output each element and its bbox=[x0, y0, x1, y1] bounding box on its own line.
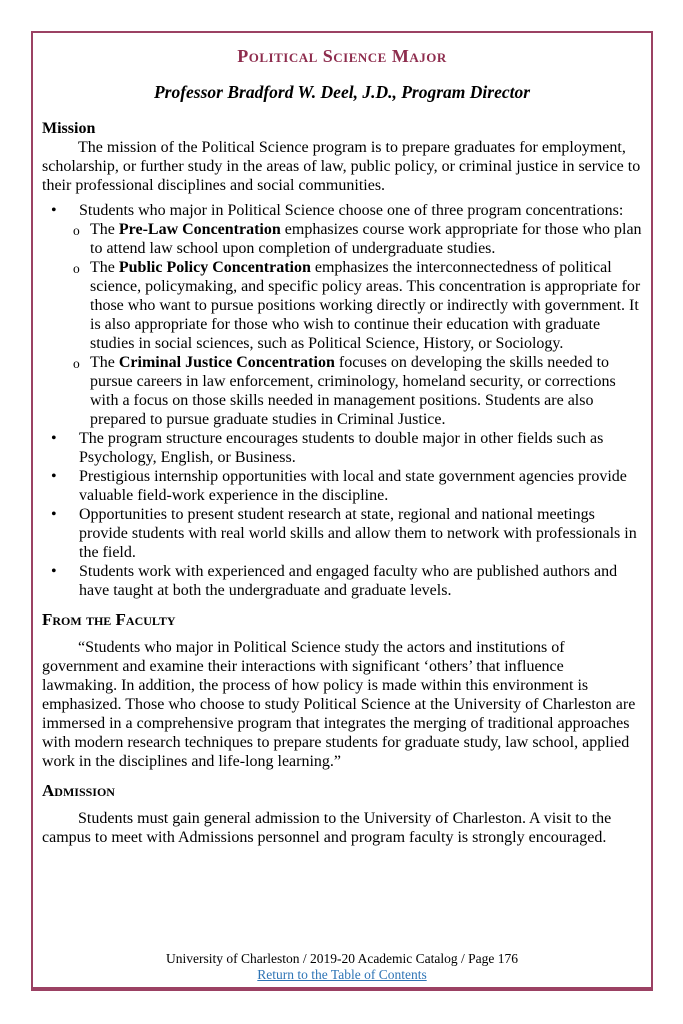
disc-bullet-icon: • bbox=[51, 468, 57, 485]
disc-bullet-icon: • bbox=[51, 202, 57, 219]
disc-bullet-icon: • bbox=[51, 563, 57, 580]
bullet-text: Prestigious internship opportunities with local and state government agencies provide valuable field-work experience in the discipline. bbox=[79, 468, 627, 504]
sub-bullet-text: The Pre-Law Concentration emphasizes course work appropriate for those who plan to attend law school upon completion of undergraduate studies. bbox=[90, 221, 642, 257]
circle-bullet-icon: o bbox=[73, 222, 80, 238]
sub-bullet-text: The Criminal Justice Concentration focuses on developing the skills needed to pursue careers in law enforcement, criminology, homeland security, or corrections with a focus on those skills needed in management positions. Students are also prepared to pursue graduate studies in Criminal Justice. bbox=[90, 354, 616, 428]
concentration-term: Public Policy Concentration bbox=[118, 259, 311, 276]
concentration-term: Criminal Justice Concentration bbox=[118, 354, 335, 371]
disc-bullet-icon: • bbox=[51, 506, 57, 523]
admission-heading: Admission bbox=[42, 781, 115, 800]
admission-paragraph: Students must gain general admission to the University of Charleston. A visit to the campus to meet with Admissions personnel and program faculty is strongly encouraged. bbox=[42, 810, 612, 846]
sub-bullet-public-policy bbox=[42, 258, 642, 353]
sub-bullet-pre-law bbox=[42, 220, 642, 258]
return-to-toc-link[interactable]: Return to the Table of Contents bbox=[257, 967, 427, 982]
program-director-line: Professor Bradford W. Deel, J.D., Program Director bbox=[153, 82, 531, 102]
from-the-faculty-heading: From the Faculty bbox=[42, 610, 176, 629]
bullet-text: Opportunities to present student research at state, regional and national meetings provide students with real world skills and allow them to network with professionals in the field. bbox=[79, 506, 637, 561]
concentration-term: Pre-Law Concentration bbox=[118, 221, 281, 238]
circle-bullet-icon: o bbox=[73, 260, 80, 276]
bullet-item-student-research bbox=[42, 505, 642, 562]
sub-bullet-criminal-justice bbox=[42, 353, 642, 429]
bullet-text: Students work with experienced and engaged faculty who are published authors and have taught at both the undergraduate and graduate levels. bbox=[79, 563, 618, 599]
page-border-frame bbox=[31, 31, 653, 991]
bullet-text: Students who major in Political Science choose one of three program concentrations: bbox=[79, 202, 624, 219]
bullet-item-concentrations-intro bbox=[42, 201, 642, 220]
program-bullet-list bbox=[42, 201, 642, 600]
bullet-text: The program structure encourages students to double major in other fields such as Psychology, English, or Business. bbox=[79, 430, 604, 466]
disc-bullet-icon: • bbox=[51, 430, 57, 447]
bullet-item-double-major bbox=[42, 429, 642, 467]
mission-heading: Mission bbox=[42, 120, 96, 137]
circle-bullet-icon: o bbox=[73, 355, 80, 371]
sub-bullet-text: The Public Policy Concentration emphasizes the interconnectedness of political science, policymaking, and specific policy areas. This concentration is appropriate for those who want to pursue positions working directly or indirectly with government. It is also appropriate for those who wish to continue their education with graduate studies in social sciences, such as Political Science, History, or Sociology. bbox=[90, 259, 641, 352]
page-title: Political Science Major bbox=[237, 46, 447, 66]
bullet-item-faculty-experience bbox=[42, 562, 642, 600]
page-footer bbox=[33, 951, 651, 983]
footer-catalog-info: University of Charleston / 2019-20 Academic Catalog / Page 176 bbox=[165, 951, 519, 966]
mission-paragraph: The mission of the Political Science program is to prepare graduates for employment, scholarship, or further study in the areas of law, public policy, or criminal justice in service to their professional disciplines and social communities. bbox=[42, 139, 641, 194]
faculty-quote-paragraph: “Students who major in Political Science study the actors and institutions of government and examine their interactions with significant ‘others’ that influence lawmaking. In addition, the process of how policy is made within this environment is emphasized. Those who choose to study Political Science at the University of Charleston are immersed in a comprehensive program that integrates the merging of traditional approaches with modern research techniques to prepare students for graduate study, law school, applied work in the disciplines and life-long learning.” bbox=[42, 639, 636, 770]
bullet-item-internships bbox=[42, 467, 642, 505]
